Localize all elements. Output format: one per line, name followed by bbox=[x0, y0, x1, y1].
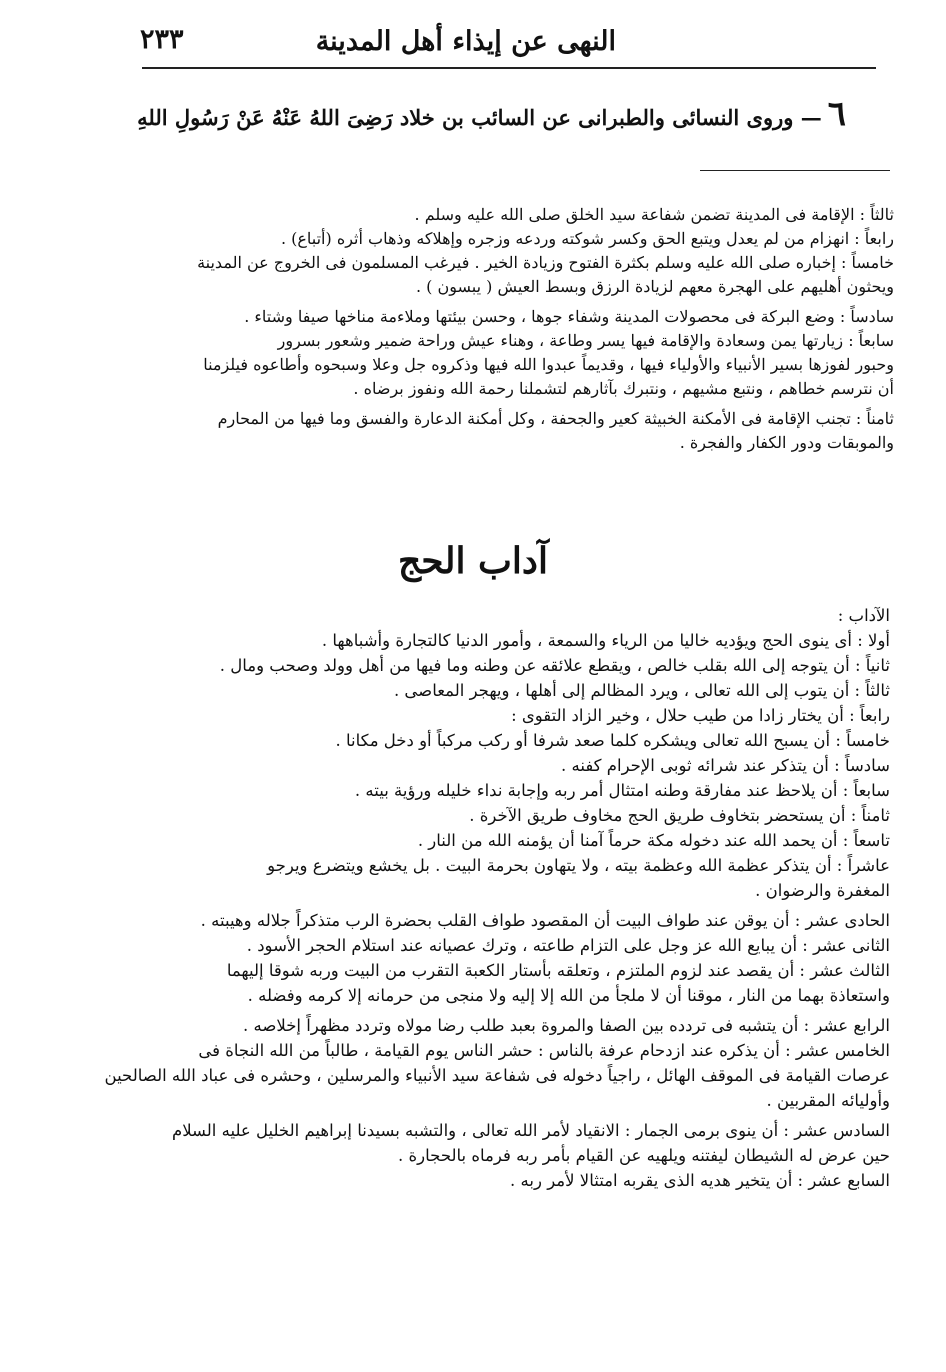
paragraph-line: سادساً : أن يتذكر عند شرائه ثوبى الإحرام كفنه . bbox=[561, 756, 890, 775]
paragraph-line: الثالث عشر : أن يقصد عند لزوم الملتزم ، وتعلقه بأستار الكعبة التقرب من البيت وربه شوقا إليهما bbox=[226, 961, 890, 980]
paragraph-line: حين عرض له الشيطان ليفتنه ويلهيه عن القيام بأمر ربه فرماه بالحجارة . bbox=[398, 1146, 890, 1165]
paragraph-line: الخامس عشر : أن يذكره عند ازدحام عرفة بالناس : حشر الناس يوم القيامة ، طالباً من الله النجاة فى bbox=[198, 1041, 890, 1060]
short-rule bbox=[700, 170, 890, 171]
hadith-number: ٦ bbox=[827, 94, 846, 134]
paragraph-line: تاسعاً : أن يحمد الله عند دخوله مكة حرماً آمنا أن يؤمنه الله من النار . bbox=[417, 831, 890, 850]
paragraph-line: سابعاً : أن يلاحظ عند مفارقة وطنه امتثال أمر ربه وإجابة نداء خليله ورؤية بيته . bbox=[354, 781, 890, 800]
paragraph-line: وأوليائه المقربين . bbox=[766, 1091, 890, 1110]
paragraph-line: الرابع عشر : أن يتشبه فى تردده بين الصفا والمروة بعبد طلب رضا مولاه وتردد مظهراً إخلاصه . bbox=[243, 1016, 890, 1035]
etiquette-section bbox=[50, 603, 890, 1193]
paragraph-line: ثامناً : أن يستحضر بتخاوف طريق الحج مخاوف طريق الآخرة . bbox=[469, 806, 890, 825]
paragraph-line: والموبقات ودور الكفار والفجرة . bbox=[679, 433, 894, 452]
paragraph-line: خامساً : أن يسبح الله تعالى ويشكره كلما صعد شرفا أو ركب مركباً أو دخل مكانا . bbox=[335, 731, 890, 750]
paragraph-line: واستعاذة بهما من النار ، موقنا أن لا ملجأ من الله إلا إليه ولا منجى من حرمانه إلا كرمه وفضله . bbox=[247, 986, 890, 1005]
paragraph-line: ثانياً : أن يتوجه إلى الله بقلب خالص ، ويقطع علائقه عن وطنه وما فيها من أهل وولد وصحب ومال . bbox=[219, 656, 890, 675]
paragraph-line: ثالثاً : أن يتوب إلى الله تعالى ، ويرد المظالم إلى أهلها ، ويهجر المعاصى . bbox=[393, 681, 890, 700]
header-rule bbox=[142, 67, 876, 69]
paragraph-line: رابعاً : أن يختار زادا من طيب حلال ، وخير الزاد التقوى : bbox=[511, 706, 890, 725]
page-number: ٢٣٣ bbox=[140, 24, 184, 55]
paragraph-line: ثامناً : تجنب الإقامة فى الأمكنة الخبيثة كعير والجحفة ، وكل أمكنة الدعارة والفسق وما فيها من المحارم bbox=[217, 409, 894, 428]
paragraph-line: الآداب : bbox=[837, 606, 890, 625]
section-heading: آداب الحج bbox=[398, 540, 548, 582]
running-title: النهى عن إيذاء أهل المدينة bbox=[315, 26, 616, 57]
paragraph-line: أن نترسم خطاهم ، ونتبع مشيهم ، ونتبرك بآثارهم لتشملنا رحمة الله ونفوز برضاه . bbox=[353, 379, 894, 398]
paragraph-line: وحبور لفوزها بسير الأنبياء والأولياء فيها ، وقديماً عبدوا الله فيها وذكروه جل وعلا وسبحوه وأطاعوه فيلزمنا bbox=[203, 355, 894, 374]
paragraph-line: السادس عشر : أن ينوى برمى الجمار : الانقياد لأمر الله تعالى ، والتشبه بسيدنا إبراهيم الخليل عليه السلام bbox=[171, 1121, 890, 1140]
paragraph-line: السابع عشر : أن يتخير هديه الذى يقربه امتثالا لأمر ربه . bbox=[510, 1171, 890, 1190]
paragraph-line: المغفرة والرضوان . bbox=[755, 881, 890, 900]
paragraph-line: عاشراً : أن يتذكر عظمة الله وعظمة بيته ، ولا يتهاون بحرمة البيت . بل يخشع ويتضرع ويرجو bbox=[267, 856, 890, 875]
hadith-line bbox=[126, 94, 846, 134]
paragraph-line: عرصات القيامة فى الموقف الهائل ، راجياً دخوله فى شفاعة سيد الأنبياء والمرسلين ، وحشره فى عباد الله الصالحين bbox=[104, 1066, 890, 1085]
paragraph-line: الثانى عشر : أن يبايع الله عز وجل على التزام طاعته ، وترك عصيانه عند استلام الحجر الأسود . bbox=[246, 936, 890, 955]
paragraph-line: سادساً : وضع البركة فى محصولات المدينة وشفاء جوها ، وحسن بيئتها وملاءمة مناخها صيفا وشتاء . bbox=[244, 307, 894, 326]
benefits-section bbox=[54, 203, 894, 455]
paragraph-line: أولا : أى ينوى الحج ويؤديه خاليا من الرياء والسمعة ، وأمور الدنيا كالتجارة وأشباهها . bbox=[321, 631, 890, 650]
page-header bbox=[140, 18, 806, 66]
paragraph-line: الحادى عشر : أن يوقن عند طواف البيت أن المقصود طواف القلب بحضرة الرب متذكراً جلاله وهيبته . bbox=[200, 911, 890, 930]
paragraph-line: سابعاً : زيارتها يمن وسعادة والإقامة فيها يسر وطاعة ، وهناء عيش وراحة ضمير وشعور بسرور bbox=[277, 331, 894, 350]
paragraph-line: ثالثاً : الإقامة فى المدينة تضمن شفاعة سيد الخلق صلى الله عليه وسلم . bbox=[414, 205, 894, 224]
paragraph-line: خامساً : إخباره صلى الله عليه وسلم بكثرة الفتوح وزيادة الخير . فيرغب المسلمون فى الخروج عن المدينة bbox=[197, 253, 894, 272]
paragraph-line: رابعاً : انهزام من لم يعدل ويتبع الحق وكسر شوكته وردعه وزجره وإهلاكه وذهاب أثره (أتباع) . bbox=[280, 229, 894, 248]
paragraph-line: ويحثون أهليهم على الهجرة معهم لزيادة الرزق وبسط العيش ( يبسون ) . bbox=[415, 277, 894, 296]
hadith-text: — وروى النسائى والطبرانى عن السائب بن خلاد رَضِىَ اللهُ عَنْهُ عَنْ رَسُولِ اللهِ bbox=[137, 105, 822, 130]
